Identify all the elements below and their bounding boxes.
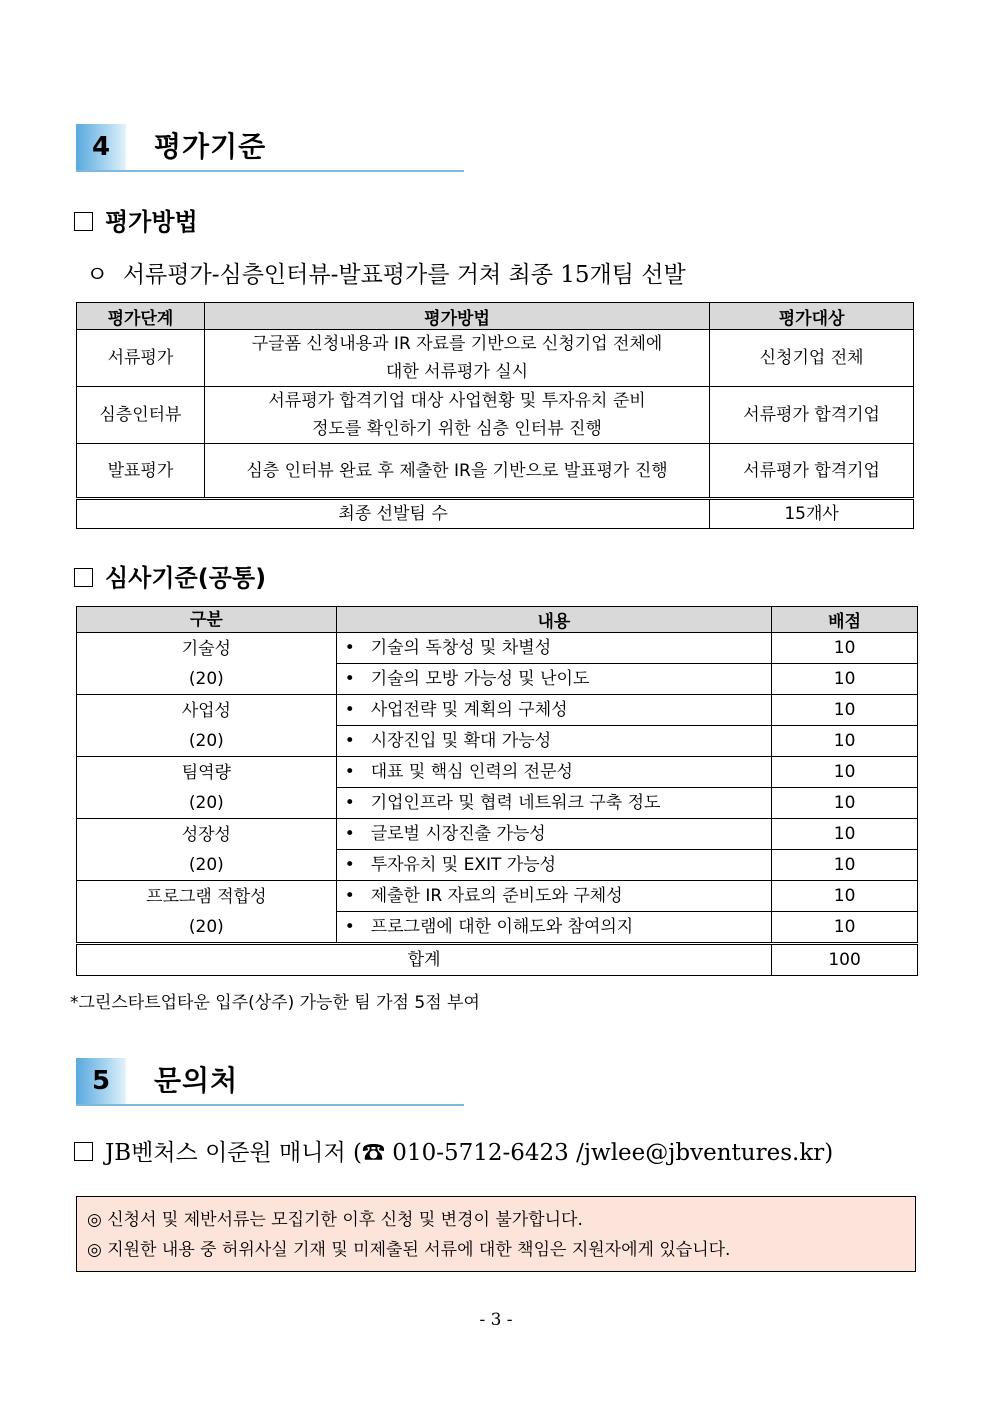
header-score: 배점 [772,607,918,633]
bullet-icon: • [344,669,355,689]
bullet-icon: • [344,824,355,844]
total-value: 100 [772,944,918,976]
checkbox-square-icon [74,568,93,587]
section-5-header [76,1058,464,1106]
bullet-icon: • [344,762,355,782]
notice-line [87,1235,905,1265]
criteria-heading-text: 심사기준(공통) [105,564,267,592]
phone-icon: ☎ [362,1140,385,1166]
category-points: (20) [188,668,224,689]
category-cell [77,695,337,757]
item-cell [336,912,771,944]
category-name: 프로그램 적합성 [146,886,267,907]
bullet-icon: • [344,638,355,658]
item-text: 시장진입 및 확대 가능성 [370,731,552,751]
score-cell: 10 [772,850,918,881]
category-name: 사업성 [181,700,231,721]
contact-name: JB벤처스 이준원 매니저 ( [105,1140,362,1166]
bullet-icon: • [344,855,355,875]
stage-cell: 발표평가 [77,444,205,499]
method-cell [204,330,709,387]
target-cell: 신청기업 전체 [710,330,914,387]
section-title: 평가기준 [154,130,267,163]
section-title: 문의처 [154,1064,239,1097]
item-text: 기업인프라 및 협력 네트워크 구축 정도 [370,793,661,813]
score-cell: 10 [772,633,918,664]
method-line: 구글폼 신청내용과 IR 자료를 기반으로 신청기업 전체에 [251,334,663,354]
double-circle-icon: ◎ [87,1240,102,1260]
header-target: 평가대상 [710,303,914,330]
table-row [77,444,914,499]
category-cell [77,819,337,881]
item-cell [336,695,771,726]
item-text: 기술의 독창성 및 차별성 [370,638,552,658]
checkbox-square-icon [74,212,93,231]
item-cell [336,633,771,664]
item-text: 투자유치 및 EXIT 가능성 [370,855,557,875]
category-cell [77,633,337,695]
circle-bullet-icon: ㅇ [86,262,109,288]
method-summary [86,256,686,289]
method-cell [204,387,709,444]
bonus-note: *그린스타트업타운 입주(상주) 가능한 팀 가점 5점 부여 [70,993,480,1013]
table-row [77,819,918,850]
category-points: (20) [188,730,224,751]
item-cell [336,664,771,695]
stage-cell: 서류평가 [77,330,205,387]
score-cell: 10 [772,664,918,695]
notice-text: 지원한 내용 중 허위사실 기재 및 미제출된 서류에 대한 책임은 지원자에게 있습니다. [107,1240,731,1260]
bullet-icon: • [344,793,355,813]
table-header-row [77,607,918,633]
table-row [77,757,918,788]
checkbox-square-icon [74,1142,93,1161]
table-total-row [77,499,914,529]
item-text: 기술의 모방 가능성 및 난이도 [370,669,590,689]
item-cell [336,788,771,819]
score-cell: 10 [772,881,918,912]
criteria-heading [74,558,266,593]
item-text: 대표 및 핵심 인력의 전문성 [370,762,573,782]
total-value: 15개사 [710,499,914,529]
method-line: 서류평가 합격기업 대상 사업현황 및 투자유치 준비 [268,391,646,411]
contact-details: 010-5712-6423 /jwlee@jbventures.kr) [385,1140,834,1166]
category-points: (20) [188,854,224,875]
evaluation-method-table [76,302,914,529]
header-category: 구분 [77,607,337,633]
notice-text: 신청서 및 제반서류는 모집기한 이후 신청 및 변경이 불가합니다. [107,1210,583,1230]
table-row [77,330,914,387]
item-text: 글로벌 시장진출 가능성 [370,824,546,844]
stage-cell: 심층인터뷰 [77,387,205,444]
method-heading [74,202,198,237]
score-cell: 10 [772,788,918,819]
item-cell [336,757,771,788]
item-text: 사업전략 및 계획의 구체성 [370,700,568,720]
header-content: 내용 [336,607,771,633]
score-cell: 10 [772,912,918,944]
method-summary-text: 서류평가-심층인터뷰-발표평가를 거쳐 최종 15개팀 선발 [122,262,686,288]
total-label: 합계 [77,944,772,976]
score-cell: 10 [772,757,918,788]
table-row [77,387,914,444]
criteria-table [76,606,918,976]
category-name: 기술성 [181,638,231,659]
method-cell: 심층 인터뷰 완료 후 제출한 IR을 기반으로 발표평가 진행 [204,444,709,499]
notice-box [76,1196,916,1272]
method-heading-text: 평가방법 [105,208,198,236]
category-points: (20) [188,792,224,813]
item-cell [336,726,771,757]
header-stage: 평가단계 [77,303,205,330]
bullet-icon: • [344,700,355,720]
method-line: 대한 서류평가 실시 [385,362,529,382]
double-circle-icon: ◎ [87,1210,102,1230]
target-cell: 서류평가 합격기업 [710,444,914,499]
category-cell [77,757,337,819]
bullet-icon: • [344,731,355,751]
section-number: 4 [91,132,111,162]
score-cell: 10 [772,695,918,726]
total-label: 최종 선발팀 수 [77,499,710,529]
category-cell [77,881,337,944]
table-row [77,633,918,664]
header-method: 평가방법 [204,303,709,330]
page-number: - 3 - [479,1310,513,1330]
item-cell [336,850,771,881]
section-underline [76,170,464,172]
item-text: 프로그램에 대한 이해도와 참여의지 [370,917,634,937]
item-cell [336,881,771,912]
table-row [77,881,918,912]
table-header-row [77,303,914,330]
score-cell: 10 [772,726,918,757]
category-name: 성장성 [181,824,231,845]
category-name: 팀역량 [181,762,231,783]
notice-line [87,1205,905,1235]
item-cell [336,819,771,850]
method-line: 정도를 확인하기 위한 심층 인터뷰 진행 [312,419,602,439]
table-row [77,695,918,726]
item-text: 제출한 IR 자료의 준비도와 구체성 [370,886,623,906]
section-number: 5 [91,1066,111,1096]
section-underline [76,1104,464,1106]
table-total-row [77,944,918,976]
contact-line [74,1134,833,1167]
section-4-header [76,124,464,172]
target-cell: 서류평가 합격기업 [710,387,914,444]
bullet-icon: • [344,886,355,906]
bullet-icon: • [344,917,355,937]
category-points: (20) [188,916,224,937]
score-cell: 10 [772,819,918,850]
